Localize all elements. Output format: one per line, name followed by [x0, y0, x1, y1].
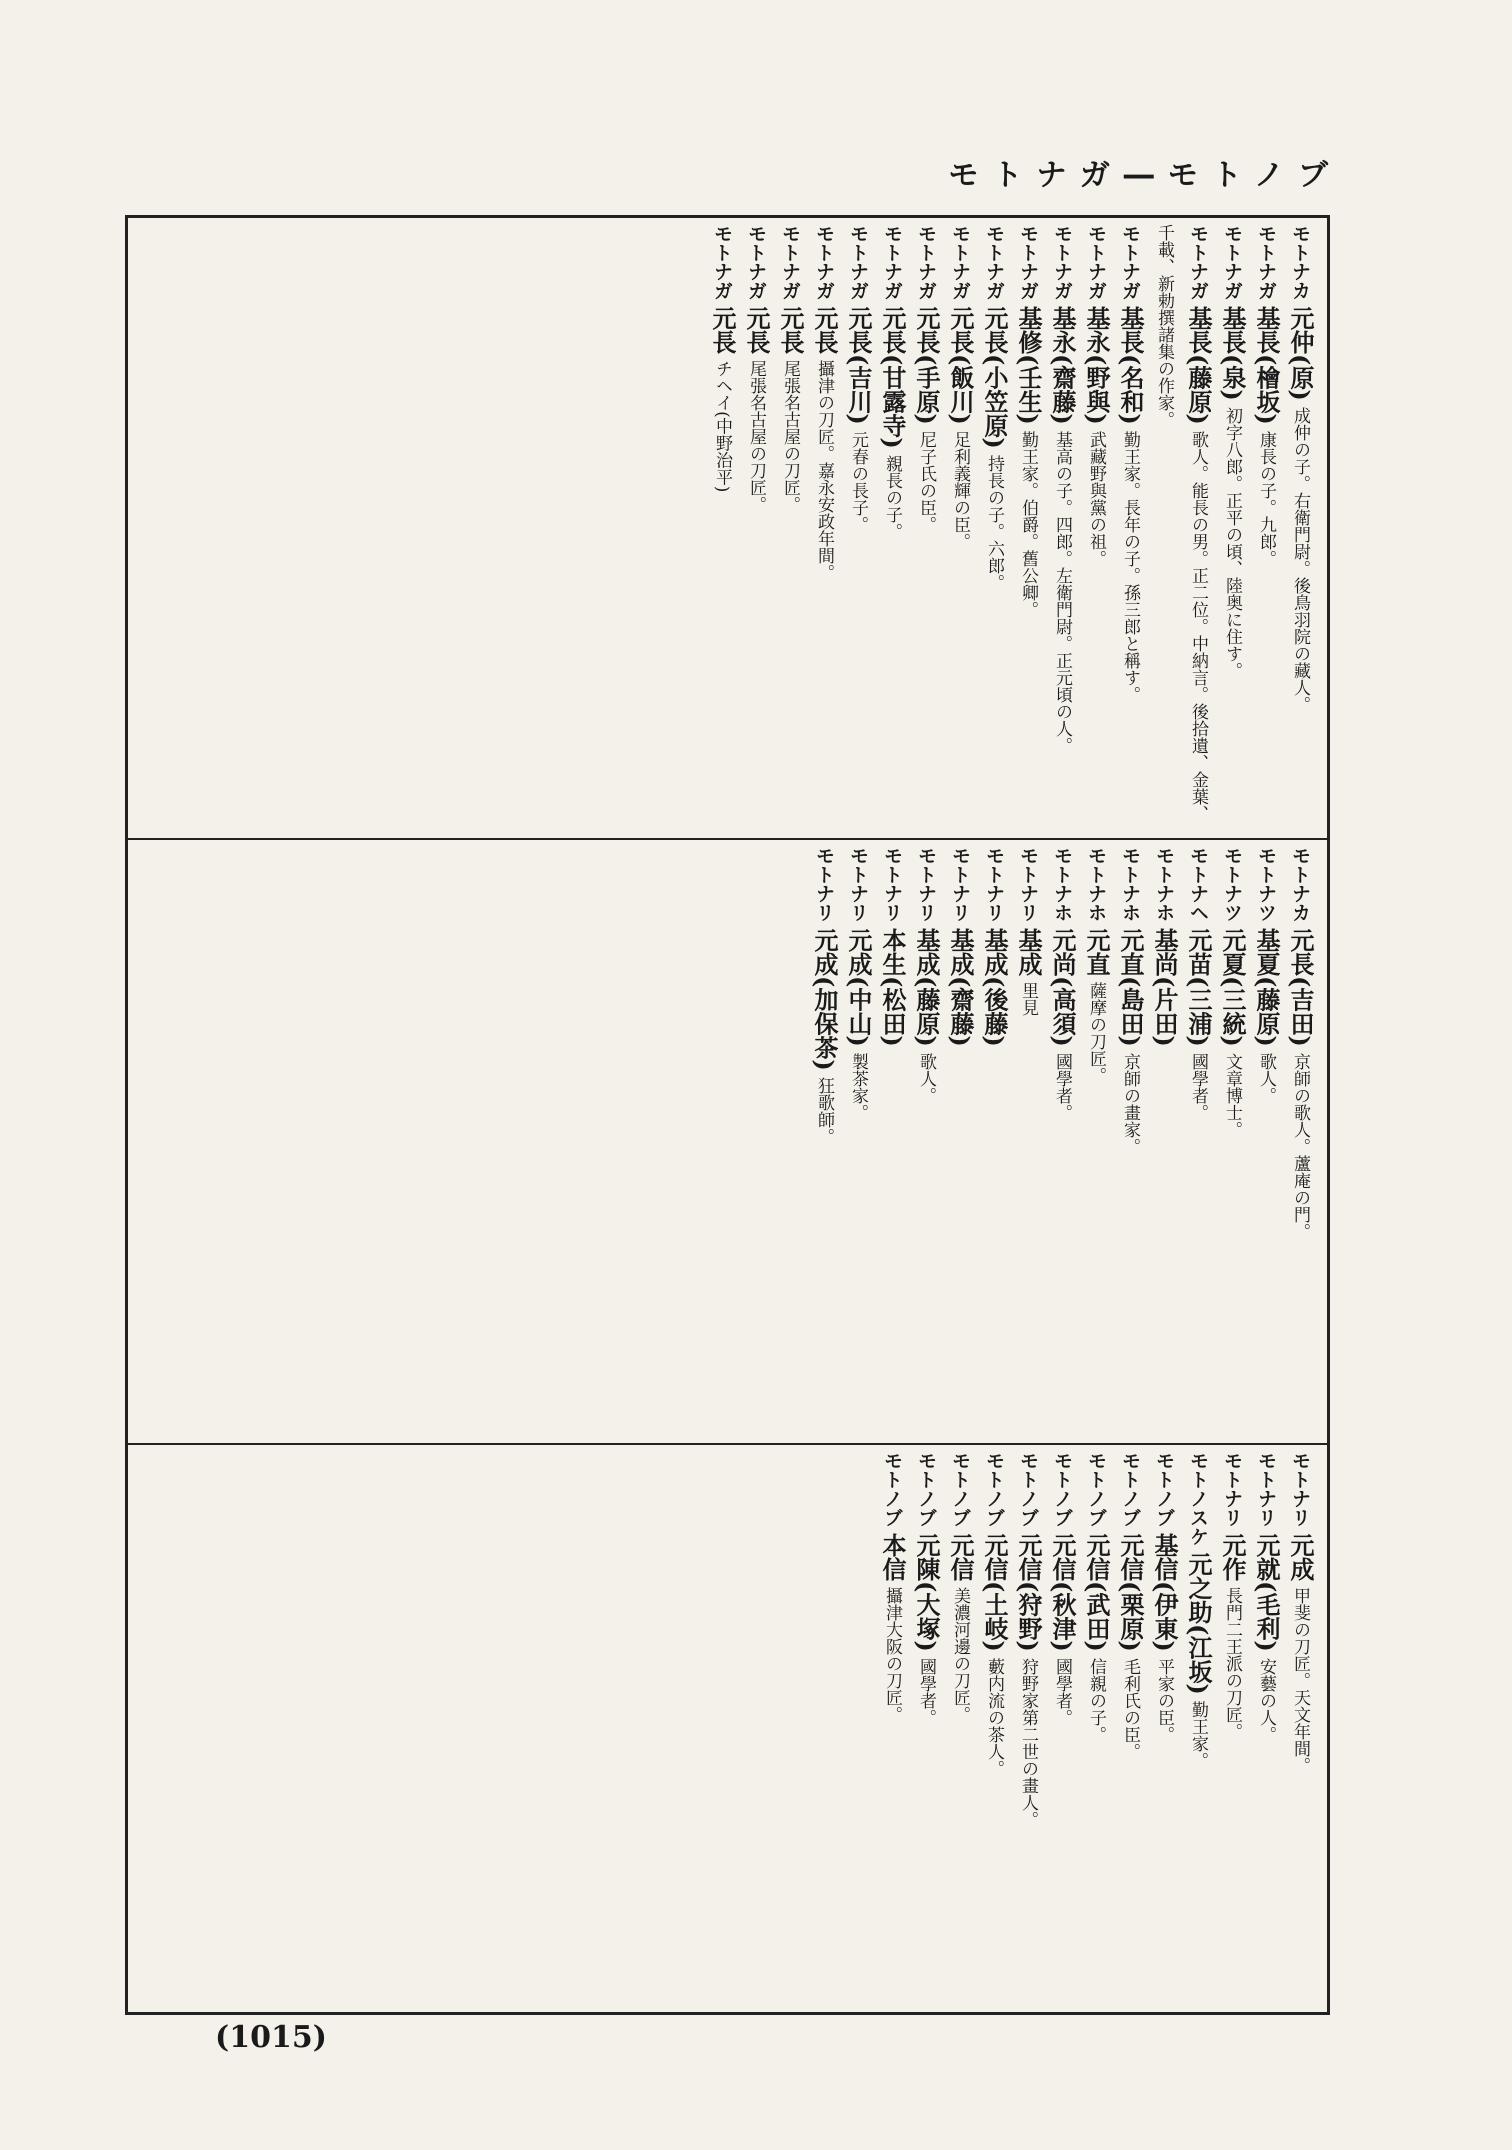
entry-headword: 元信(秋津)	[1048, 1533, 1077, 1652]
page-number: (1015)	[215, 2020, 327, 2055]
dictionary-entry	[1215, 1451, 1249, 2006]
entry-reading: モトナリ	[915, 846, 937, 922]
dictionary-entry	[807, 224, 841, 832]
dictionary-entry	[1079, 846, 1113, 1437]
entry-headword: 基長(檜坂)	[1252, 306, 1281, 425]
entry-description: 勤王家。長年の子。孫三郎と稱す。	[1120, 430, 1140, 703]
dictionary-frame	[125, 215, 1330, 2015]
entry-reading: モトノブ	[1051, 1451, 1073, 1527]
dictionary-entry	[1113, 224, 1147, 832]
entry-reading: モトナガ	[1221, 224, 1243, 300]
entry-description: 狂歌師。	[814, 1076, 834, 1145]
entry-headword: 元直(島田)	[1116, 928, 1145, 1047]
entry-description: 美濃河邊の刀匠。	[950, 1587, 970, 1724]
dictionary-entry	[1113, 846, 1147, 1437]
entry-headword: 元成(中山)	[844, 928, 873, 1047]
dictionary-entry	[841, 224, 875, 832]
dictionary-entry	[943, 224, 977, 832]
entry-reading: モトナガ	[1017, 224, 1039, 300]
entry-headword: 基成	[1014, 928, 1043, 977]
entry-headword: 基長(名和)	[1116, 306, 1145, 425]
entry-reading: モトナホ	[1051, 846, 1073, 922]
entry-headword: 元長	[708, 306, 737, 355]
entry-description: 文章博士。	[1222, 1052, 1242, 1138]
dictionary-entry	[1011, 846, 1045, 1437]
dictionary-entry	[1147, 846, 1181, 1437]
entry-description: 成仲の子。右衛門尉。後鳥羽院の藏人。	[1290, 406, 1310, 713]
dictionary-entry	[943, 846, 977, 1437]
entry-description: 足利義輝の臣。	[950, 430, 970, 550]
dictionary-entry	[1181, 846, 1215, 1437]
entry-description: チヘイ(中野治平)	[712, 360, 732, 493]
dictionary-entry	[1249, 1451, 1283, 2006]
entry-reading: モトナカ	[1289, 846, 1311, 922]
entry-description: 持長の子。六郎。	[984, 454, 1004, 591]
entry-headword: 元信	[946, 1533, 975, 1582]
entry-headword: 元長(吉田)	[1286, 928, 1315, 1047]
entry-headword: 元信(武田)	[1082, 1533, 1111, 1652]
dictionary-entry	[1283, 1451, 1317, 2006]
dictionary-entry	[875, 1451, 909, 2006]
entry-reading: モトナリ	[847, 846, 869, 922]
entry-reading: モトナリ	[1289, 1451, 1311, 1527]
entry-reading: モトナガ	[813, 224, 835, 300]
entry-reading: モトナガ	[745, 224, 767, 300]
dictionary-entry	[1079, 224, 1113, 832]
dictionary-entry	[875, 224, 909, 832]
entry-reading: モトナガ	[915, 224, 937, 300]
entry-reading: モトナガ	[1119, 224, 1141, 300]
entry-reading: モトノブ	[1017, 1451, 1039, 1527]
entry-description: 京師の歌人。蘆庵の門。	[1290, 1052, 1310, 1240]
entry-headword: 元苗(三浦)	[1184, 928, 1213, 1047]
entry-reading: モトナリ	[813, 846, 835, 922]
entry-headword: 基長(泉)	[1218, 306, 1247, 401]
dictionary-entry	[909, 1451, 943, 2006]
dictionary-entry	[1181, 1451, 1215, 2006]
entry-description: 歌人。	[916, 1052, 936, 1104]
entry-description: 歌人。	[1256, 1052, 1276, 1104]
entry-description: 攝津大阪の刀匠。	[882, 1587, 902, 1724]
dictionary-entry	[739, 224, 773, 832]
entry-reading: モトノブ	[1085, 1451, 1107, 1527]
entry-headword: 基修(壬生)	[1014, 306, 1043, 425]
entry-description: 元春の長子。	[848, 430, 868, 533]
entry-description: 歌人。能長の男。正二位。中納言。後拾遺、金葉、千載、新勅撰諸集の作家。	[1154, 224, 1208, 822]
dictionary-entry	[1283, 224, 1317, 832]
dictionary-entry	[1079, 1451, 1113, 2006]
entry-reading: モトナリ	[983, 846, 1005, 922]
page-header: モトナガ―モトノブ	[948, 158, 1342, 193]
entry-headword: 元信(栗原)	[1116, 1533, 1145, 1652]
entry-description: 國學者。	[1052, 1052, 1072, 1121]
dictionary-entry	[1147, 224, 1215, 832]
dictionary-entry	[705, 224, 739, 832]
dictionary-entry	[1045, 846, 1079, 1437]
entry-reading: モトノブ	[949, 1451, 971, 1527]
entry-description: 國學者。	[1052, 1657, 1072, 1726]
dictionary-entry	[909, 224, 943, 832]
dictionary-entry	[875, 846, 909, 1437]
entry-headword: 元長	[810, 306, 839, 355]
entry-description: 信親の子。	[1086, 1657, 1106, 1743]
dictionary-entry	[977, 846, 1011, 1437]
entry-description: 康長の子。九郎。	[1256, 430, 1276, 567]
entry-headword: 元長(吉川)	[844, 306, 873, 425]
entry-reading: モトナガ	[847, 224, 869, 300]
entry-headword: 元長(手原)	[912, 306, 941, 425]
dictionary-entry	[1113, 1451, 1147, 2006]
entry-description: 基高の子。四郎。左衛門尉。正元頃の人。	[1052, 430, 1072, 754]
entry-headword: 元尚(高須)	[1048, 928, 1077, 1047]
entry-headword: 元長(甘露寺)	[878, 306, 907, 449]
entry-reading: モトナカ	[1289, 224, 1311, 300]
entry-headword: 元長	[776, 306, 805, 355]
entry-reading: モトナツ	[1255, 846, 1277, 922]
entry-description: 勤王家。	[1188, 1700, 1208, 1769]
entry-headword: 元之助(江坂)	[1184, 1552, 1213, 1695]
dictionary-entry	[841, 846, 875, 1437]
entry-description: 勤王家。伯爵。舊公卿。	[1018, 430, 1038, 618]
dictionary-entry	[1215, 224, 1249, 832]
entry-description: 毛利氏の臣。	[1120, 1657, 1140, 1760]
entry-reading: モトノブ	[1153, 1451, 1175, 1527]
entry-description: 甲斐の刀匠。天文年間。	[1290, 1587, 1310, 1775]
entry-description: 薩摩の刀匠。	[1086, 982, 1106, 1085]
entry-reading: モトナガ	[1255, 224, 1277, 300]
entry-description: 狩野家第二世の畫人。	[1018, 1657, 1038, 1828]
entry-headword: 元成	[1286, 1533, 1315, 1582]
entry-reading: モトナガ	[711, 224, 733, 300]
entry-description: 國學者。	[1188, 1052, 1208, 1121]
entry-reading: モトナリ	[1221, 1451, 1243, 1527]
entry-reading: モトナツ	[1221, 846, 1243, 922]
band-middle	[128, 838, 1327, 1443]
entry-description: 尼子氏の臣。	[916, 430, 936, 533]
dictionary-entry	[773, 224, 807, 832]
entry-reading: モトナガ	[779, 224, 801, 300]
entry-headword: 元就(毛利)	[1252, 1533, 1281, 1652]
dictionary-entry	[943, 1451, 977, 2006]
entry-reading: モトノブ	[1119, 1451, 1141, 1527]
entry-reading: モトナガ	[983, 224, 1005, 300]
entry-headword: 元信(土岐)	[980, 1533, 1009, 1652]
entry-headword: 基長(藤原)	[1184, 306, 1213, 425]
entry-description: 攝津の刀匠。嘉永安政年間。	[814, 360, 834, 582]
entry-reading: モトナホ	[1153, 846, 1175, 922]
dictionary-entry	[1249, 846, 1283, 1437]
entry-description: 親長の子。	[882, 454, 902, 540]
entry-description: 藪内流の茶人。	[984, 1657, 1004, 1777]
dictionary-entry	[1011, 1451, 1045, 2006]
entry-reading: モトナガ	[1085, 224, 1107, 300]
entry-headword: 基成(齋藤)	[946, 928, 975, 1047]
entry-reading: モトナリ	[1017, 846, 1039, 922]
entry-headword: 元陳(大塚)	[912, 1533, 941, 1652]
entry-reading: モトナヘ	[1187, 846, 1209, 922]
entry-headword: 元作	[1218, 1533, 1247, 1582]
entry-description: 國學者。	[916, 1657, 936, 1726]
entry-description: 平家の臣。	[1154, 1657, 1174, 1743]
dictionary-entry	[1147, 1451, 1181, 2006]
entry-headword: 基信(伊東)	[1150, 1533, 1179, 1652]
entry-headword: 本生(松田)	[878, 928, 907, 1047]
entry-headword: 基尚(片田)	[1150, 928, 1179, 1047]
entry-headword: 元長(小笠原)	[980, 306, 1009, 449]
entry-description: 尾張名古屋の刀匠。	[780, 360, 800, 514]
entry-reading: モトナガ	[949, 224, 971, 300]
entry-headword: 基夏(藤原)	[1252, 928, 1281, 1047]
entry-reading: モトナリ	[949, 846, 971, 922]
band-lower	[128, 1443, 1327, 2012]
entry-reading: モトナリ	[1255, 1451, 1277, 1527]
entry-headword: 元信(狩野)	[1014, 1533, 1043, 1652]
band-upper	[128, 218, 1327, 838]
dictionary-entry	[1011, 224, 1045, 832]
entry-description: 武藏野與黨の祖。	[1086, 430, 1106, 567]
entry-reading: モトナガ	[881, 224, 903, 300]
entry-headword: 元長	[742, 306, 771, 355]
entry-description: 尾張名古屋の刀匠。	[746, 360, 766, 514]
entry-reading: モトナリ	[881, 846, 903, 922]
entry-headword: 基永(齋藤)	[1048, 306, 1077, 425]
entry-description: 京師の畫家。	[1120, 1052, 1140, 1155]
entry-reading: モトノブ	[881, 1451, 903, 1527]
entry-reading: モトノスケ	[1187, 1451, 1209, 1546]
entry-description: 初字八郎。正平の頃、陸奥に住す。	[1222, 406, 1242, 679]
dictionary-entry	[1045, 1451, 1079, 2006]
entry-headword: 基永(野與)	[1082, 306, 1111, 425]
entry-reading: モトナガ	[1051, 224, 1073, 300]
entry-headword: 元直	[1082, 928, 1111, 977]
dictionary-entry	[1249, 224, 1283, 832]
entry-description: 里見	[1018, 982, 1038, 1017]
entry-headword: 元成(加保茶)	[810, 928, 839, 1071]
dictionary-entry	[977, 1451, 1011, 2006]
entry-reading: モトナホ	[1085, 846, 1107, 922]
dictionary-entry	[1215, 846, 1249, 1437]
entry-headword: 基成(後藤)	[980, 928, 1009, 1047]
dictionary-entry	[977, 224, 1011, 832]
entry-reading: モトノブ	[915, 1451, 937, 1527]
entry-reading: モトナホ	[1119, 846, 1141, 922]
dictionary-entry	[807, 846, 841, 1437]
dictionary-entry	[909, 846, 943, 1437]
dictionary-entry	[1283, 846, 1317, 1437]
entry-headword: 元仲(原)	[1286, 306, 1315, 401]
entry-description: 長門二王派の刀匠。	[1222, 1587, 1242, 1741]
entry-headword: 元夏(三統)	[1218, 928, 1247, 1047]
entry-description: 製茶家。	[848, 1052, 868, 1121]
entry-reading: モトナガ	[1187, 224, 1209, 300]
entry-headword: 本信	[878, 1533, 907, 1582]
entry-reading: モトノブ	[983, 1451, 1005, 1527]
entry-headword: 元長(飯川)	[946, 306, 975, 425]
entry-headword: 基成(藤原)	[912, 928, 941, 1047]
dictionary-entry	[1045, 224, 1079, 832]
entry-description: 安藝の人。	[1256, 1657, 1276, 1743]
